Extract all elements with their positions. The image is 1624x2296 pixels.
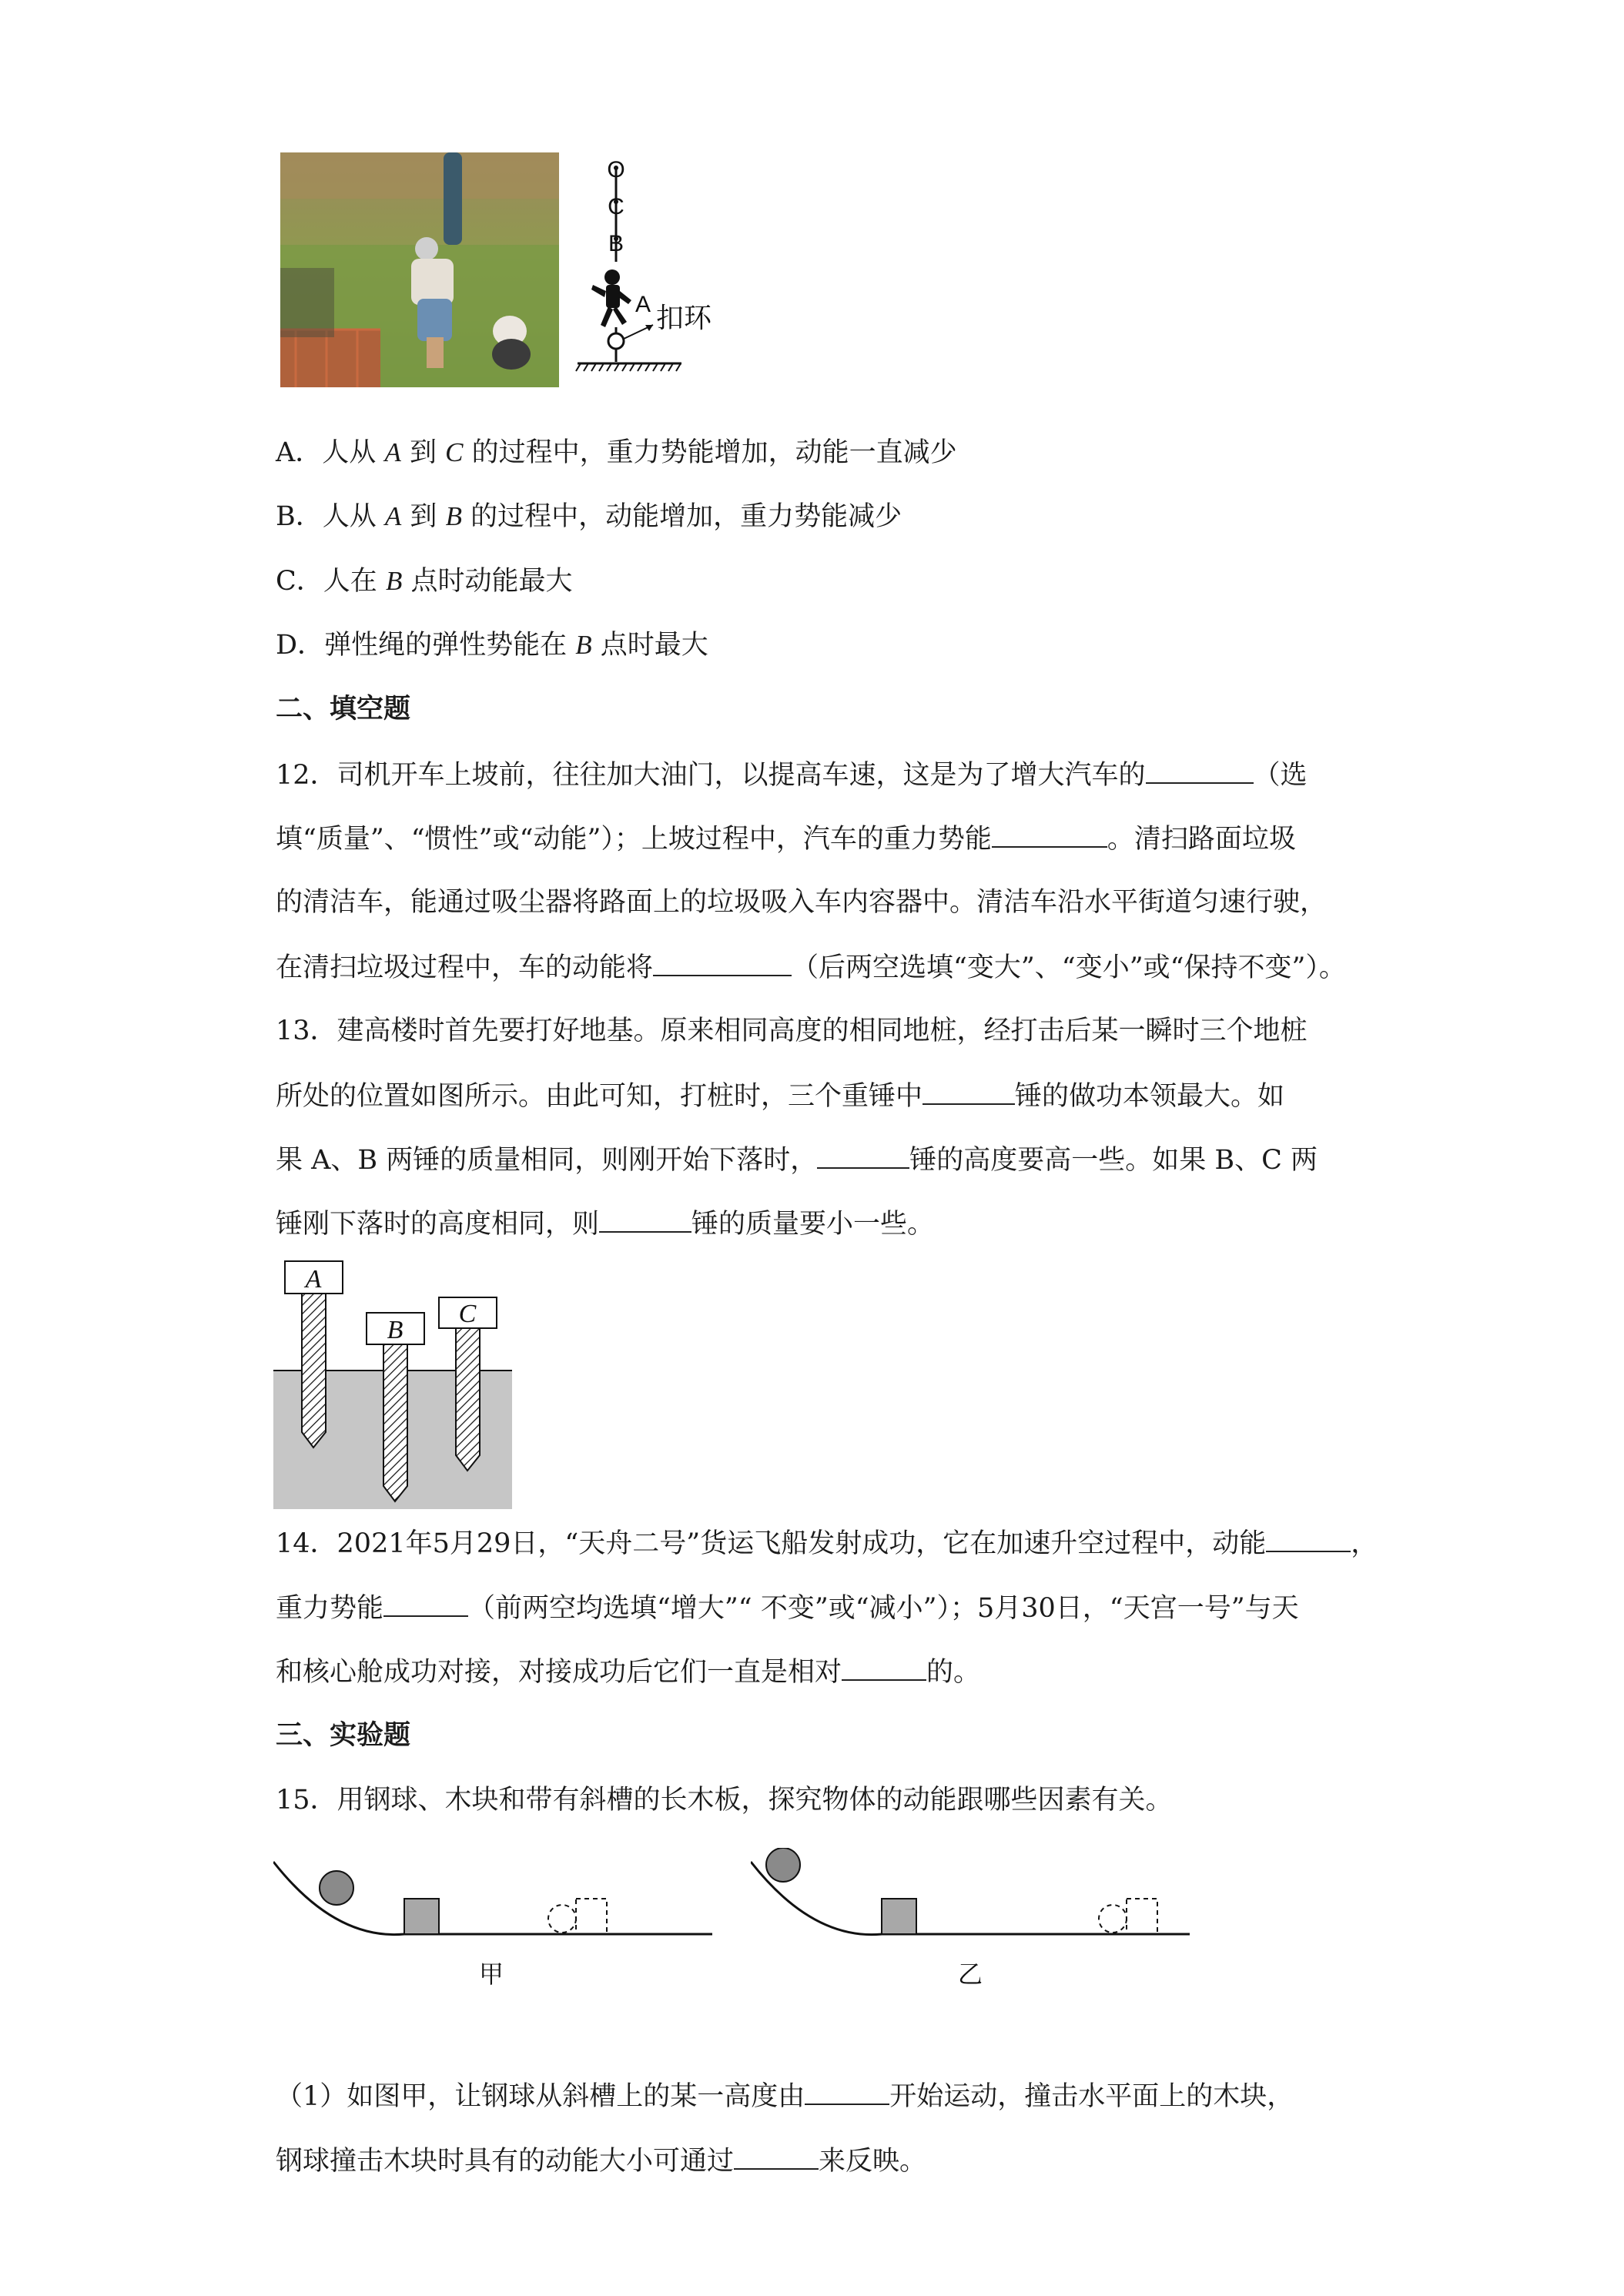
ramp-figure-yi	[751, 1848, 1197, 2002]
q14-blank-2[interactable]	[383, 1592, 468, 1617]
hammer-b-label: B	[387, 1316, 403, 1344]
q13-line-2: 所处的位置如图所示。由此可知，打桩时，三个重锤中 锤的做功本领最大。如	[276, 1081, 1285, 1112]
point-c-label: C	[608, 194, 624, 219]
q13-blank-2[interactable]	[817, 1144, 909, 1169]
q15-part1-line-1: （1）如图甲，让钢球从斜槽上的某一高度由 开始运动，撞击水平面上的木块，	[276, 2081, 1294, 2112]
fig-yi-label: 乙	[957, 1960, 983, 1989]
q13-line-4: 锤刚下落时的高度相同，则 锤的质量要小一些。	[276, 1209, 935, 1240]
q15-part1-line-2: 钢球撞击木块时具有的动能大小可通过 来反映。	[276, 2146, 927, 2177]
q12-blank-1[interactable]	[1146, 759, 1254, 784]
q13-blank-3[interactable]	[599, 1208, 691, 1233]
bungee-photo	[280, 152, 559, 387]
section-2-title: 二、填空题	[276, 693, 411, 725]
q14-blank-3[interactable]	[842, 1656, 926, 1681]
q14-line-3: 和核心舱成功对接，对接成功后它们一直是相对 的。	[276, 1657, 981, 1688]
q12-line-1: 12．司机开车上坡前，往往加大油门，以提高车速，这是为了增大汽车的 （选	[276, 760, 1308, 791]
q12-line-4: 在清扫垃圾过程中，车的动能将 （后两空选填“变大”、“变小”或“保持不变”）。	[276, 952, 1346, 983]
q13-line-3: 果 A、B 两锤的质量相同，则刚开始下落时， 锤的高度要高一些。如果 B、C 两	[276, 1145, 1318, 1176]
point-a-label: A	[635, 292, 651, 317]
piles-figure	[273, 1255, 520, 1509]
q14-line-1: 14．2021年5月29日，“天舟二号”货运飞船发射成功，它在加速升空过程中，动能 ，	[276, 1528, 1378, 1559]
q15-blank-2[interactable]	[734, 2145, 819, 2170]
q12-line-2: 填“质量”、“惯性”或“动能”）；上坡过程中，汽车的重力势能 。清扫路面垃圾	[276, 824, 1296, 855]
q13-line-1: 13．建高楼时首先要打好地基。原来相同高度的相同地桩，经打击后某一瞬时三个地桩	[276, 1016, 1308, 1046]
point-o-label: O	[607, 157, 625, 182]
option-c: C．人在 B 点时动能最大	[276, 566, 573, 597]
q14-line-2: 重力势能 （前两空均选填“增大”“ 不变”或“减小”）；5月30日，“天宫一号”与天	[276, 1593, 1299, 1624]
ramp-figure-jia	[273, 1848, 720, 2002]
hammer-a-label: A	[305, 1265, 322, 1294]
hammer-c-label: C	[458, 1300, 477, 1328]
point-b-label: B	[608, 231, 624, 256]
q14-blank-1[interactable]	[1266, 1528, 1351, 1552]
buckle-label: 扣环	[656, 303, 712, 334]
jumper-figure	[591, 269, 631, 327]
q15-line-1: 15．用钢球、木块和带有斜槽的长木板，探究物体的动能跟哪些因素有关。	[276, 1785, 1173, 1816]
section-3-title: 三、实验题	[276, 1719, 411, 1751]
bungee-diagram	[570, 154, 747, 393]
q12-blank-2[interactable]	[992, 823, 1107, 848]
option-d: D．弹性绳的弹性势能在 B 点时最大	[276, 630, 708, 661]
q15-blank-1[interactable]	[805, 2080, 889, 2105]
q12-blank-3[interactable]	[653, 952, 792, 976]
q13-blank-1[interactable]	[922, 1080, 1015, 1105]
fig-jia-label: 甲	[478, 1960, 504, 1989]
q12-line-3: 的清洁车，能通过吸尘器将路面上的垃圾吸入车内容器中。清洁车沿水平街道匀速行驶，	[276, 887, 1328, 918]
option-a: A．人从 A 到 C 的过程中，重力势能增加，动能一直减少	[276, 437, 957, 468]
option-b: B．人从 A 到 B 的过程中，动能增加，重力势能减少	[276, 501, 902, 532]
